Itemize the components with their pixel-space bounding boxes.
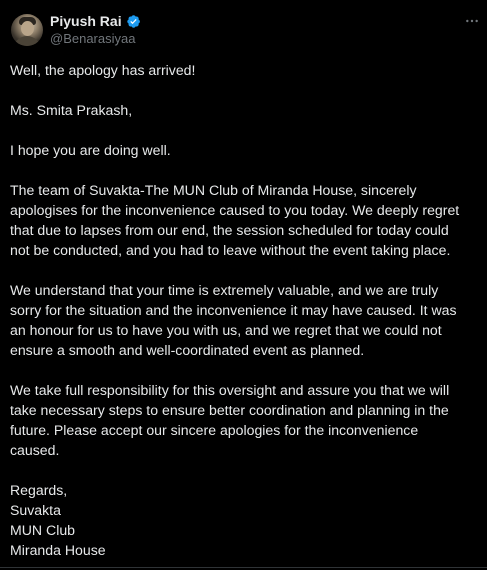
more-horizontal-icon	[464, 13, 480, 29]
letter-paragraph-regret: We understand that your time is extremely valuable, and we are truly sorry for the situation and the inconvenience it may have caused. It was an honour for us to have you with us, and we regret that we could not ensure a smooth and well-coordinated event as planned.	[10, 282, 457, 358]
letter-opening-line: I hope you are doing well.	[10, 142, 171, 158]
avatar[interactable]	[11, 14, 43, 46]
avatar-face	[21, 21, 34, 36]
more-options-button[interactable]	[462, 11, 482, 31]
author-name-row	[50, 12, 141, 30]
letter-paragraph-apology: The team of Suvakta-The MUN Club of Miranda House, sincerely apologises for the inconvenience caused to you today. We deeply regret that due to lapses from our end, the session scheduled for today could not be conducted, and you had to leave without the event taking place.	[10, 182, 460, 258]
avatar-shoulders	[13, 36, 41, 46]
author-display-name[interactable]: Piyush Rai	[50, 13, 122, 29]
verified-badge-icon	[126, 14, 141, 29]
author-handle[interactable]: @Benarasiyaa	[50, 31, 136, 46]
letter-paragraph-responsibility: We take full responsibility for this oversight and assure you that we will take necessary steps to ensure better coordination and planning in the future. Please accept our sincere apologies for the inconvenience caused.	[10, 382, 450, 458]
post-greeting: Well, the apology has arrived!	[10, 62, 196, 78]
divider	[0, 567, 487, 568]
letter-salutation: Ms. Smita Prakash,	[10, 102, 133, 118]
letter-signoff: Regards, Suvakta MUN Club Miranda House	[10, 482, 106, 558]
